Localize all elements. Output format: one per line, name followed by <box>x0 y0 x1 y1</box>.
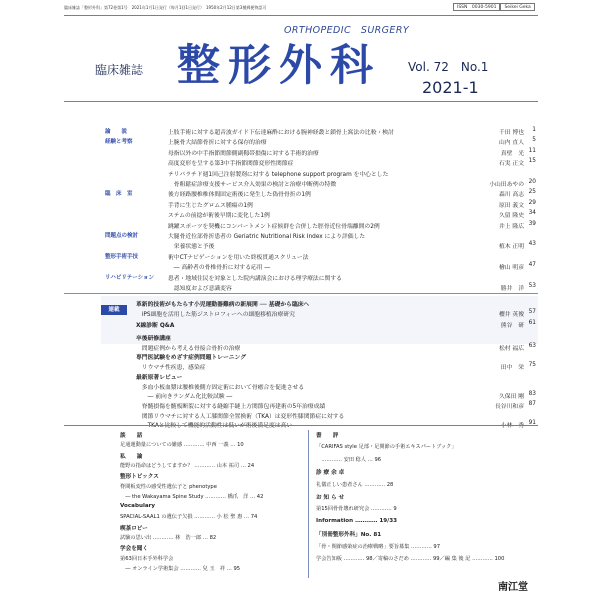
column-entry-text: 書 評 <box>316 433 339 439</box>
toc-entry-page: 53 <box>528 283 536 289</box>
toc-entry <box>168 169 536 178</box>
column-entry <box>120 534 300 543</box>
toc-entry <box>136 382 536 391</box>
toc-entry-page: 61 <box>528 319 536 326</box>
column-entry <box>120 462 300 471</box>
toc-entry-title: 上肢手術に対する超音波ガイド下伝達麻酔における腕神経叢と鎖骨上窩法の比較・検討 <box>168 130 394 136</box>
toc-category: 論 説 <box>105 129 128 135</box>
column-entry-text: 喫茶ロビー <box>120 525 148 532</box>
toc-entry-title: ステムの前捻が術後早期に変化した1例 <box>168 213 270 220</box>
toc-entry <box>168 189 536 198</box>
toc-entry-page: 75 <box>528 362 536 369</box>
publisher-code: Seikei Geka <box>500 3 534 11</box>
toc-entry-title: 専門医試験をめざす症例問題トレーニング <box>136 355 247 362</box>
column-entry-text: お 知 ら せ <box>316 495 345 501</box>
toc-entry-author: 櫻井 英俊 <box>498 312 524 319</box>
toc-entry-page: 47 <box>528 262 536 269</box>
toc-entry-page: 11 <box>528 147 536 154</box>
column-entry-text: Information ………… 19/33 <box>316 517 398 524</box>
toc-entry-page: 57 <box>528 309 536 316</box>
toc-entry-title: 栄養状態と予後 <box>168 244 215 251</box>
issue-date: 2021-1 <box>422 78 479 97</box>
column-heading <box>120 524 300 533</box>
toc-entry-title: 脊髄損傷を髄板断裂に対する縫縮手縫上方関節包再建術の5年治療成績 <box>136 403 326 410</box>
toc-entry-author: 井上 隆広 <box>498 223 524 230</box>
toc-entry <box>136 343 536 352</box>
toc-entry-title: 問題症例から考える骨接合骨折の治療 <box>136 345 241 352</box>
toc-entry-page: 15 <box>528 158 536 165</box>
toc-category: 問題点の検討 <box>105 233 139 239</box>
column-entry <box>316 481 530 490</box>
toc-entry-author: 久留 隆史 <box>498 213 524 220</box>
column-entry-text: ― オンライン学術集会 ………… 兒 玉 祥 … 95 <box>120 565 241 572</box>
column-entry <box>120 565 300 574</box>
toc-entry <box>168 200 536 209</box>
toc-entry <box>168 137 536 146</box>
toc-entry-title: 母指以外の中手指節関節側副靱帯損傷に対する手術的治療 <box>168 150 319 157</box>
toc-entry-author: 山内 直人 <box>498 140 524 147</box>
toc-entry-author: 植木 正明 <box>498 244 524 251</box>
column-entry-text: 整形トピックス <box>120 474 159 481</box>
toc-entry-title: 患者・地域住民を対象とした院内講演会における理学療法に関する <box>168 275 342 282</box>
toc-entry-author: 千田 博也 <box>498 130 524 136</box>
toc-entry <box>168 221 536 230</box>
toc-entry-author: 熊谷 研 <box>500 322 524 329</box>
column-entry <box>316 443 530 452</box>
column-heading <box>316 493 530 502</box>
toc-entry-title: 大腿骨近位部骨折患者の Geriatric Nutritional Risk Index により評価した <box>168 234 366 240</box>
toc-entry-title: 後方経路腰椎椎体間固定術後に発生した偽骨骨折の1例 <box>168 192 311 199</box>
volume-number: Vol. 72 No.1 <box>408 60 489 74</box>
toc-entry-page: 63 <box>528 342 536 349</box>
toc-category: 経験と考察 <box>105 139 133 146</box>
toc-entry-author: 石実 正文 <box>498 161 524 168</box>
toc-entry-title: 術中CTナビゲーションを用いた終板貫通スクリュー法 <box>168 254 309 261</box>
toc-entry-title: 骨粗鬆症診療支援サービス介入効果の検討と治療中断例の特徴 <box>168 182 337 188</box>
top-rule <box>64 15 538 16</box>
toc-entry-title: TKAと比較して機能的活動性は低いが術後満足度は高い <box>136 423 293 430</box>
toc-entry-author: 長谷川和彦 <box>495 403 524 410</box>
column-heading <box>316 530 530 539</box>
toc-entry <box>136 401 536 410</box>
toc-entry-title: 跳躍スポーツを契機にコンパートメント症候群を合併した脛骨近位骨端離開の2例 <box>168 223 380 230</box>
toc-entry-title: 上腕骨大結節骨折に対する保存的治療 <box>168 140 267 147</box>
serial-badge: 連載 <box>101 305 127 315</box>
column-entry-text: 足通運動量についての雑感 ………… 中西 一義 … 10 <box>120 442 244 449</box>
toc-entry-author: 松村 福広 <box>498 345 524 352</box>
toc-category: リハビリテーション <box>105 274 155 281</box>
column-entry <box>316 456 530 465</box>
column-entry-text: 診 療 余 卓 <box>316 470 345 477</box>
toc-entry <box>136 299 536 308</box>
toc-entry-page: 20 <box>528 179 536 185</box>
toc-entry-author: 小林 秀 <box>500 423 524 430</box>
toc-entry-title: 認知度および意識変容 <box>168 286 232 292</box>
fine-print: 臨床雑誌「整形外科」第72巻第1号 2021年1月1日発行（毎月1回1日発行） 1950年2月12日第3種郵便物認可 <box>64 5 267 10</box>
column-entry <box>120 493 300 502</box>
issn-number: ISSN 0030-5901 <box>453 3 500 11</box>
toc-entry-title: iPS細胞を活用した筋ジストロフィーへの細胞移植治療研究 <box>136 312 295 319</box>
magazine-label: 臨床雑誌 <box>95 63 144 77</box>
toc-entry-title: 多血小板血漿は腰椎後側方固定術において骨癒合を促進させる <box>136 384 305 391</box>
column-entry-text: 学会を聞く <box>120 546 148 553</box>
toc-entry-author: 小山田あやの <box>489 182 524 188</box>
column-entry <box>316 505 530 514</box>
column-entry-text: 能野の指命はどうしてますか？ ………… 山本 祐司 … 24 <box>120 462 255 469</box>
toc-entry <box>136 333 536 342</box>
column-entry-text: 第15回骨骨壊れ研究会 ………… 9 <box>316 506 397 513</box>
column-entry-text: 学会告知板 ………… 98／寄稿のさだめ ………… 99／編 集 後 記 ………… 100 <box>316 556 505 562</box>
toc-entry <box>168 158 536 167</box>
toc-entry-author: 檜山 明彦 <box>498 265 524 272</box>
column-heading <box>316 518 530 527</box>
column-entry <box>120 513 300 522</box>
column-heading <box>120 472 300 481</box>
toc-entry-page: 83 <box>528 391 536 398</box>
toc-entry <box>168 273 536 282</box>
column-entry <box>316 543 530 552</box>
toc-entry-title: ― 前向きランダム化比較試験 ― <box>136 394 233 401</box>
column-entry <box>120 441 300 450</box>
column-entry-text: 「CARIFAS style 足部・足関節の手術エキスパートブック」 <box>316 444 457 451</box>
column-entry-text: 私 論 <box>120 453 143 460</box>
section-rule <box>64 293 538 294</box>
toc-entry-title: 革新的技術がもたらす小児運動器難病の新展開 ── 基礎から臨床へ <box>136 302 310 308</box>
toc-entry-title: ― 高齢者の骨椎骨折に対する応用 ― <box>168 265 271 272</box>
column-entry-text: ― the Wakayama Spine Study ………… 橋爪 洋 … 42 <box>120 493 264 500</box>
toc-entry-title: テリパラチド週1回己注射製剤に対する telephone support program を中心とした <box>168 171 389 178</box>
toc-entry-page: 25 <box>528 189 536 196</box>
toc-entry <box>136 320 536 329</box>
columns-rule <box>64 425 538 426</box>
magazine-title: 整形外科 <box>177 41 381 91</box>
publisher-name: 南江堂 <box>498 582 528 593</box>
toc-entry-author: 真壁 光 <box>500 150 524 157</box>
toc-entry-author: 勝井 洋 <box>500 286 524 292</box>
toc-entry <box>136 352 536 361</box>
column-heading <box>120 544 300 553</box>
column-entry <box>120 483 300 492</box>
toc-entry <box>168 210 536 219</box>
toc-entry <box>168 179 536 188</box>
column-entry-text: 「骨・関節感染症の治療戦略」要旨募集 ………… 97 <box>316 543 441 550</box>
toc-entry-page: 43 <box>528 241 536 248</box>
column-entry-text: 談 話 <box>120 433 143 439</box>
toc-entry-title: X線診断 Q&A <box>136 322 175 329</box>
toc-category: 整形手術手技 <box>105 253 139 260</box>
column-entry <box>316 555 530 564</box>
toc-entry <box>168 252 536 261</box>
magazine-cover <box>60 0 540 600</box>
toc-entry-page: 1 <box>532 127 536 133</box>
column-heading <box>120 452 300 461</box>
toc-entry-author: 原田 義文 <box>498 202 524 209</box>
toc-entry <box>168 231 536 240</box>
column-heading <box>120 431 300 440</box>
toc-category: 臨 床 室 <box>105 191 133 198</box>
toc-entry-title: 手背に生じたグロムス腫瘍の1例 <box>168 202 253 209</box>
column-entry-text: ………… 安田 稔人 … 96 <box>316 456 382 463</box>
column-heading <box>120 503 300 512</box>
column-entry-text: Vocabulary <box>120 503 156 510</box>
title-rule <box>64 101 538 102</box>
column-divider <box>308 430 309 578</box>
toc-entry-title: 関節リウマチに対する人工膝関節全置換術（TKA）は変形性膝関節症に対する <box>136 413 345 420</box>
toc-entry-page: 87 <box>528 400 536 407</box>
column-entry-text: 試験の思い出 ………… 林 浩一郎 … 82 <box>120 535 217 541</box>
column-entry-text: 脊間板変性の感受性遺伝子と phenotype <box>120 483 217 490</box>
toc-entry <box>136 362 536 371</box>
toc-entry <box>136 372 536 381</box>
toc-entry-title: リウマチ性疾患，感染症 <box>136 365 206 372</box>
column-entry-text: 第63回日本手外科学会 <box>120 555 174 562</box>
column-heading <box>316 468 530 477</box>
toc-entry <box>136 411 536 420</box>
column-entry-text: 礼儀正しい患者さん ………… 28 <box>316 481 394 488</box>
toc-entry-title: 高度変形を呈する第3中手指節関節変形性関節症 <box>168 161 294 168</box>
toc-entry <box>168 283 536 292</box>
toc-entry-title: 最新原著レビュー <box>136 374 183 381</box>
column-entry-text: 「別冊整形外科」No. 81 <box>316 532 382 539</box>
english-title: ORTHOPEDIC SURGERY <box>284 25 410 36</box>
toc-entry-page: 39 <box>528 220 536 227</box>
toc-entry <box>136 391 536 400</box>
toc-entry <box>168 241 536 250</box>
toc-entry-title: 卒後研修講座 <box>136 336 171 342</box>
toc-entry-page: 34 <box>528 210 536 217</box>
column-entry <box>120 555 300 564</box>
column-heading <box>316 431 530 440</box>
toc-entry <box>168 127 536 136</box>
toc-entry <box>168 262 536 271</box>
toc-entry-page: 5 <box>532 137 536 144</box>
toc-entry-author: 森川 高志 <box>498 192 524 199</box>
toc-entry-author: 田中 栄 <box>500 365 524 372</box>
toc-entry-page: 29 <box>528 199 536 206</box>
issn-box <box>453 3 538 11</box>
toc-entry-author: 久保田 剛 <box>498 394 524 401</box>
toc-entry <box>168 148 536 157</box>
toc-entry <box>136 309 536 318</box>
toc-entry-page: 91 <box>528 420 536 427</box>
column-entry-text: SPACIAL-SAAL1 の遺伝子欠損 ………… 小 松 聖 惠 … 74 <box>120 514 258 521</box>
